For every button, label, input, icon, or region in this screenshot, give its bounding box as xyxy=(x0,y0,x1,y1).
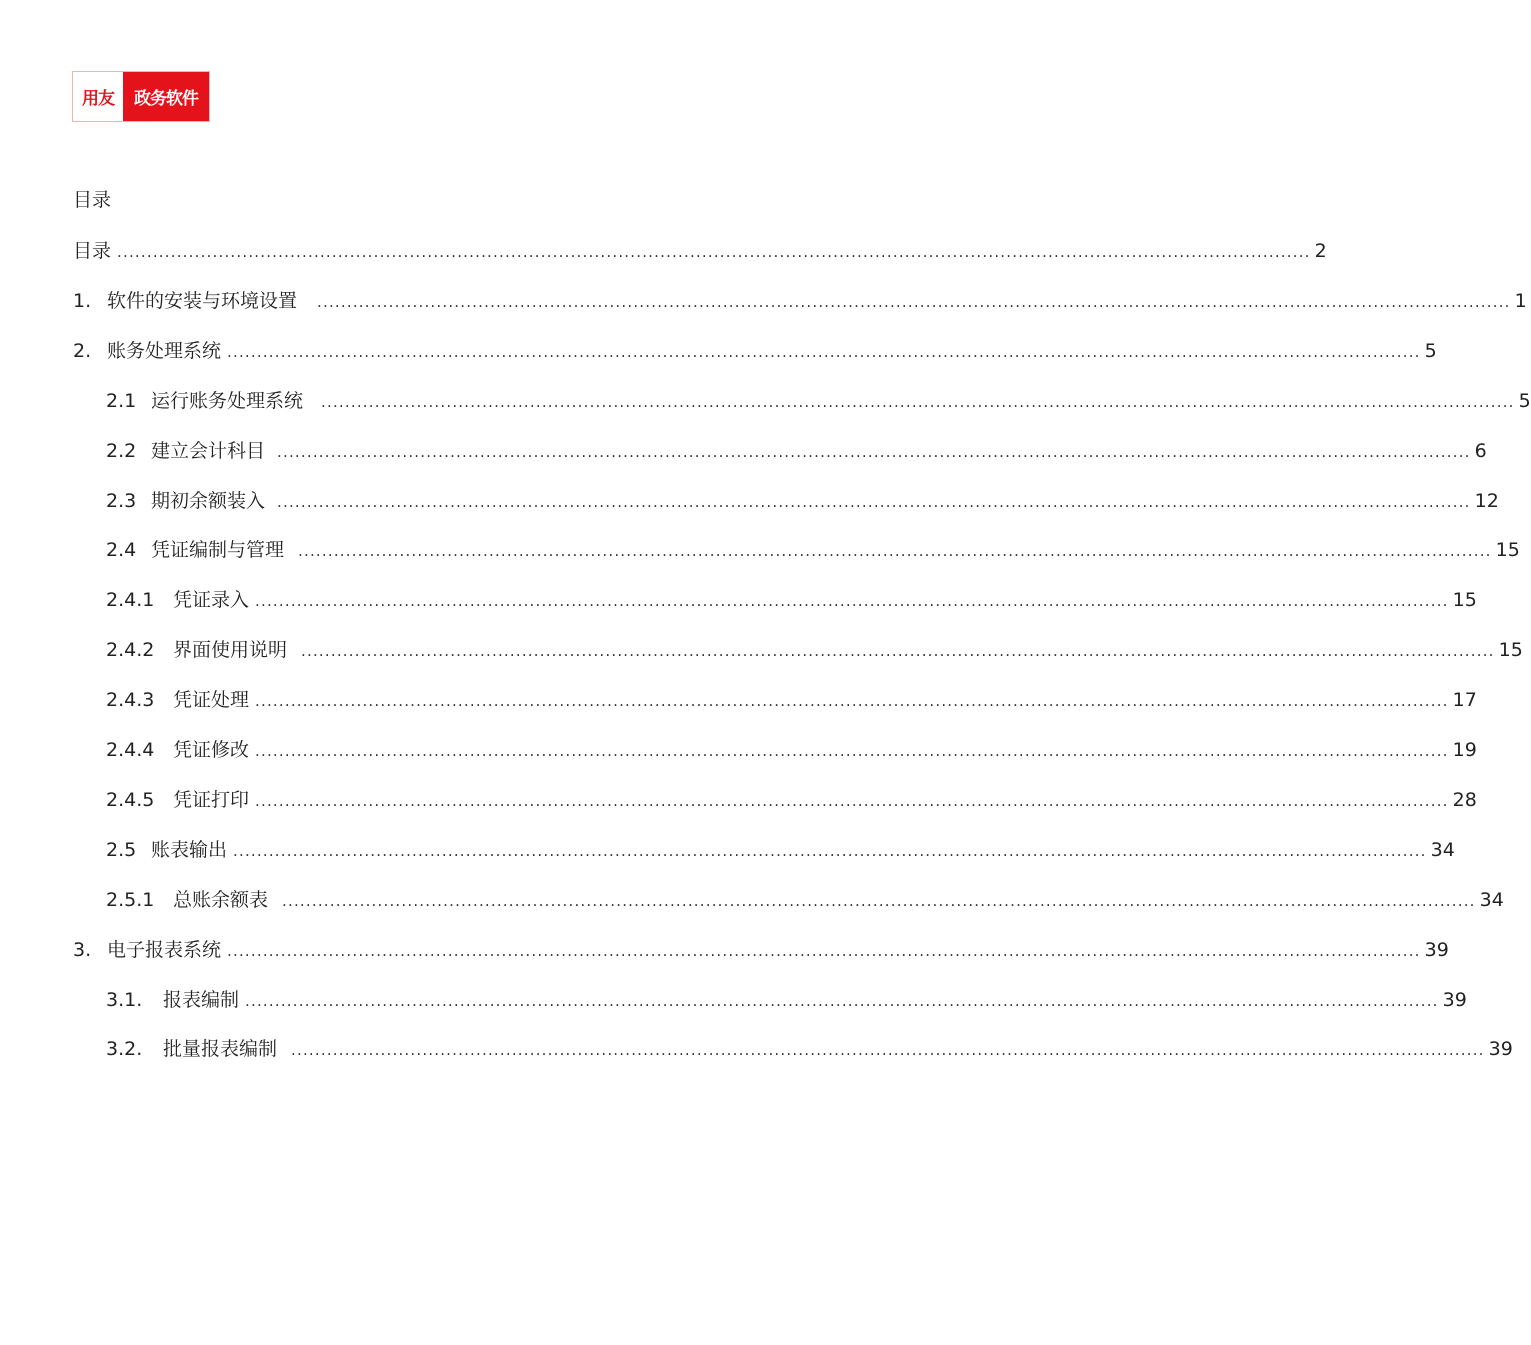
toc-entry-number: 2.4.1 xyxy=(106,589,155,611)
logo-brand-text: 用友 xyxy=(73,72,123,121)
toc-entry-number: 2.5.1 xyxy=(106,889,155,911)
toc-entry-page-number: 34 xyxy=(1479,889,1504,911)
toc-dot-leader: ........................................................................................................................................................................................................ xyxy=(227,942,1421,960)
toc-entry[interactable] xyxy=(73,239,1327,264)
toc-entry-page-number: 1 xyxy=(1514,290,1527,312)
toc-entry-number: 2.4.4 xyxy=(106,739,155,761)
toc-entry-number: 2.4.3 xyxy=(106,689,155,711)
toc-entry[interactable] xyxy=(73,938,1449,963)
toc-entry-title: 期初余额装入 xyxy=(151,490,266,512)
toc-entry-title: 报表编制 xyxy=(163,989,240,1011)
toc-entry-title: 凭证录入 xyxy=(173,589,250,611)
toc-entry-title: 凭证打印 xyxy=(173,789,250,811)
toc-entry-title: 凭证处理 xyxy=(173,689,250,711)
toc-dot-leader: ........................................................................................................................................................................................................ xyxy=(321,393,1515,411)
toc-dot-leader: ........................................................................................................................................................................................................ xyxy=(277,443,1471,461)
toc-dot-leader: ........................................................................................................................................................................................................ xyxy=(277,493,1471,511)
toc-entry[interactable] xyxy=(106,538,1520,563)
toc-entry-title: 电子报表系统 xyxy=(107,939,222,961)
toc-entry[interactable] xyxy=(106,588,1477,613)
toc-entry-number: 2. xyxy=(73,340,92,362)
toc-dot-leader: ........................................................................................................................................................................................................ xyxy=(298,542,1492,560)
toc-entry[interactable] xyxy=(106,738,1477,763)
toc-entry-page-number: 12 xyxy=(1474,490,1499,512)
toc-dot-leader: ........................................................................................................................................................................................................ xyxy=(291,1041,1485,1059)
page-title: 目录 xyxy=(73,189,112,211)
toc-entry[interactable] xyxy=(106,838,1455,863)
toc-dot-leader: ........................................................................................................................................................................................................ xyxy=(245,992,1439,1010)
toc-dot-leader: ........................................................................................................................................................................................................ xyxy=(227,343,1421,361)
toc-entry-page-number: 2 xyxy=(1314,240,1327,262)
toc-entry-number: 3.2. xyxy=(106,1038,143,1060)
toc-dot-leader: ........................................................................................................................................................................................................ xyxy=(233,842,1427,860)
toc-entry-page-number: 39 xyxy=(1488,1038,1513,1060)
toc-entry[interactable] xyxy=(106,1037,1513,1062)
toc-entry-number: 2.3 xyxy=(106,490,137,512)
toc-entry[interactable] xyxy=(106,788,1477,813)
toc-entry-title: 软件的安装与环境设置 xyxy=(107,290,298,312)
toc-entry-page-number: 17 xyxy=(1452,689,1477,711)
toc-dot-leader: ........................................................................................................................................................................................................ xyxy=(255,592,1449,610)
toc-entry[interactable] xyxy=(106,688,1477,713)
toc-entry-page-number: 15 xyxy=(1495,539,1520,561)
toc-dot-leader: ........................................................................................................................................................................................................ xyxy=(117,243,1311,261)
toc-dot-leader: ........................................................................................................................................................................................................ xyxy=(317,293,1511,311)
toc-dot-leader: ........................................................................................................................................................................................................ xyxy=(282,892,1476,910)
toc-entry-page-number: 15 xyxy=(1498,639,1523,661)
toc-entry-number: 2.4 xyxy=(106,539,137,561)
toc-entry-number: 1. xyxy=(73,290,92,312)
toc-entry-page-number: 5 xyxy=(1518,390,1531,412)
toc-entry-number: 2.2 xyxy=(106,440,137,462)
company-logo xyxy=(72,71,210,122)
toc-entry-page-number: 34 xyxy=(1430,839,1455,861)
toc-entry-title: 运行账务处理系统 xyxy=(151,390,304,412)
toc-entry-number: 3.1. xyxy=(106,989,143,1011)
toc-entry-title: 建立会计科目 xyxy=(151,440,266,462)
toc-dot-leader: ........................................................................................................................................................................................................ xyxy=(255,742,1449,760)
toc-entry-title: 目录 xyxy=(73,240,112,262)
toc-entry-number: 2.5 xyxy=(106,839,137,861)
toc-entry-page-number: 28 xyxy=(1452,789,1477,811)
toc-entry[interactable] xyxy=(106,888,1504,913)
toc-entry[interactable] xyxy=(106,439,1487,464)
toc-entry-page-number: 15 xyxy=(1452,589,1477,611)
toc-entry-page-number: 39 xyxy=(1442,989,1467,1011)
toc-entry-title: 账表输出 xyxy=(151,839,228,861)
toc-entry-page-number: 5 xyxy=(1424,340,1437,362)
toc-entry-number: 2.4.5 xyxy=(106,789,155,811)
toc-entry-page-number: 19 xyxy=(1452,739,1477,761)
logo-product-text: 政务软件 xyxy=(123,72,209,121)
toc-entry-number: 2.1 xyxy=(106,390,137,412)
toc-entry-title: 批量报表编制 xyxy=(163,1038,278,1060)
toc-entry-title: 界面使用说明 xyxy=(173,639,288,661)
toc-entry[interactable] xyxy=(73,339,1437,364)
toc-entry[interactable] xyxy=(73,289,1527,314)
toc-entry-page-number: 39 xyxy=(1424,939,1449,961)
toc-dot-leader: ........................................................................................................................................................................................................ xyxy=(255,692,1449,710)
toc-entry-title: 凭证修改 xyxy=(173,739,250,761)
toc-entry-title: 凭证编制与管理 xyxy=(151,539,285,561)
toc-entry-number: 3. xyxy=(73,939,92,961)
toc-entry[interactable] xyxy=(106,988,1467,1013)
toc-dot-leader: ........................................................................................................................................................................................................ xyxy=(301,642,1495,660)
toc-entry-page-number: 6 xyxy=(1474,440,1487,462)
toc-entry-title: 账务处理系统 xyxy=(107,340,222,362)
toc-entry[interactable] xyxy=(106,638,1523,663)
toc-entry[interactable] xyxy=(106,389,1531,414)
toc-entry-number: 2.4.2 xyxy=(106,639,155,661)
toc-dot-leader: ........................................................................................................................................................................................................ xyxy=(255,792,1449,810)
toc-entry[interactable] xyxy=(106,489,1499,514)
toc-entry-title: 总账余额表 xyxy=(173,889,269,911)
